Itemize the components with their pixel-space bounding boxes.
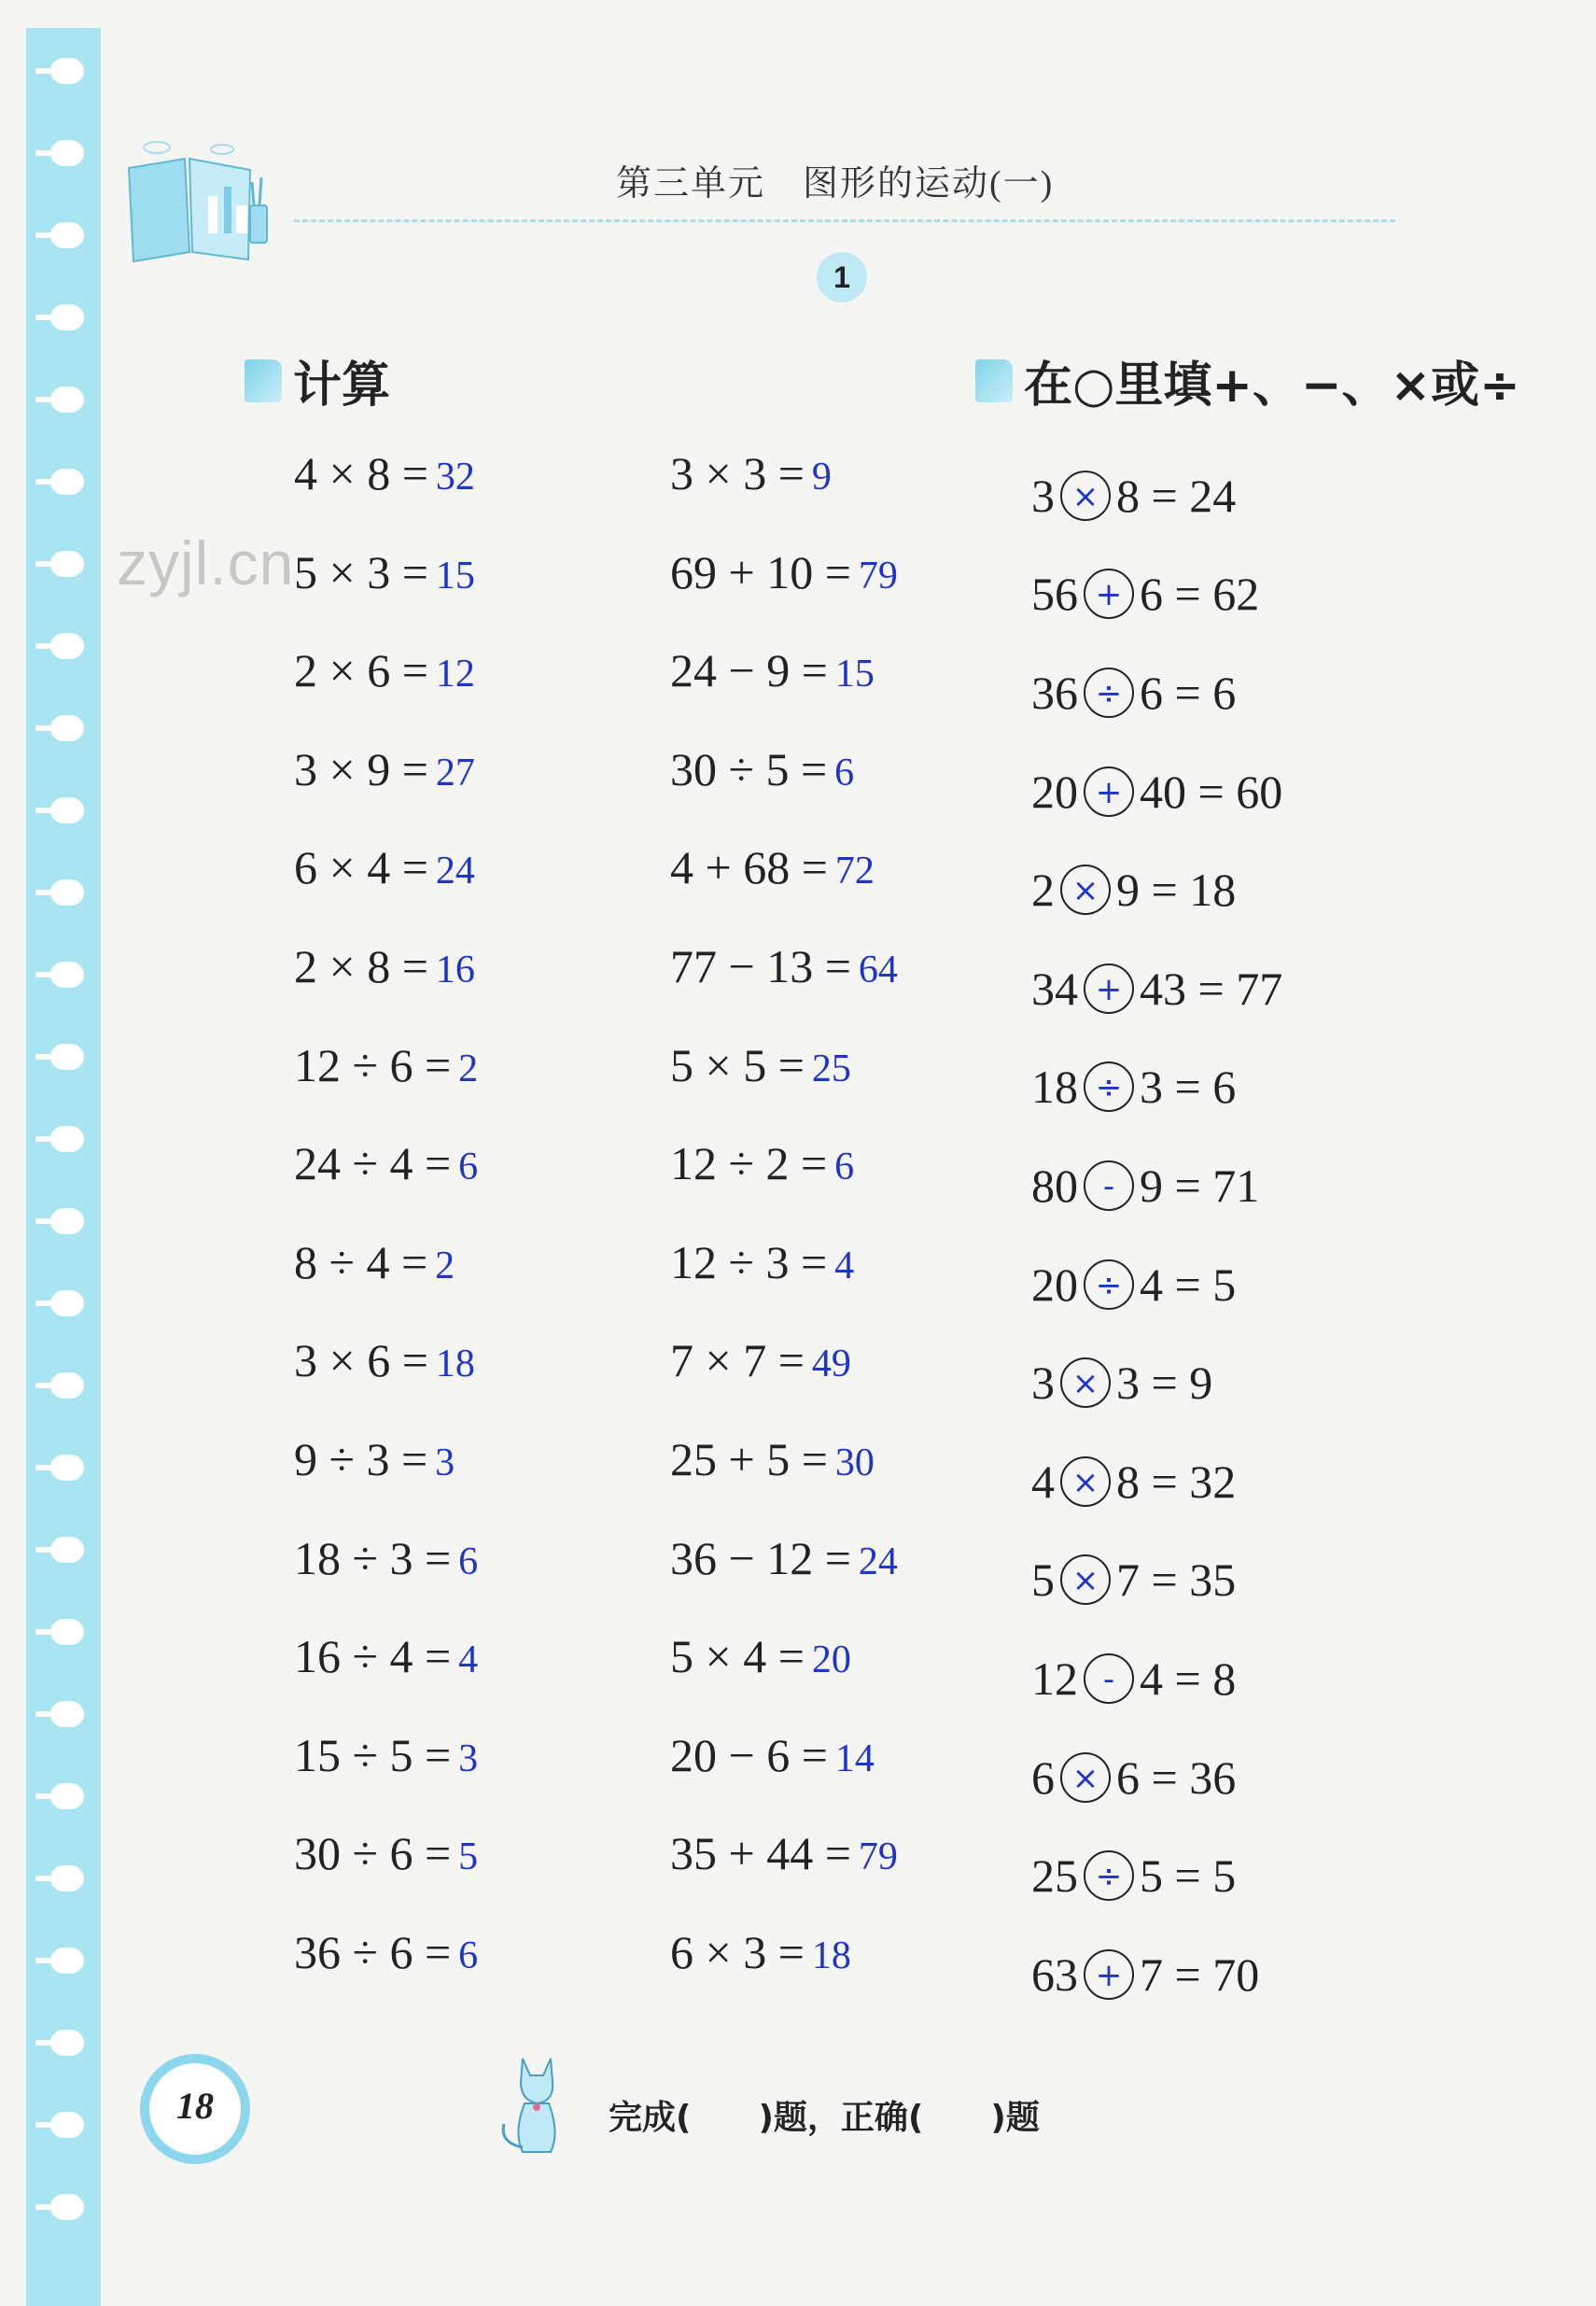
binding-hole [50,1126,84,1152]
equation-question: 35 + 44 = [670,1827,851,1880]
equation-question: 3 × 9 = [294,742,428,795]
equation-answer: 16 [435,948,475,991]
equation-answer: 64 [858,948,898,991]
binding-hole [50,1208,84,1234]
equation-row [294,742,478,841]
open-book-icon [119,140,273,271]
equation-answer: 6 [458,1146,479,1189]
operator-circle: ÷ [1084,1062,1134,1112]
unit-title: 第三单元 图形的运动(一) [616,164,1055,204]
operator-circle: × [1060,1554,1111,1605]
left-operand: 36 [1031,666,1078,719]
equation-row [294,446,478,545]
equation-row [294,643,478,742]
equation-answer: 72 [834,850,875,893]
right-side: 4 = 5 [1140,1258,1237,1311]
right-side: 8 = 32 [1116,1455,1237,1508]
operator-row [1031,1728,1282,1827]
binding-hole [50,387,84,413]
right-side: 7 = 35 [1116,1554,1237,1607]
equation-answer: 6 [458,1540,479,1583]
binding-hole [50,962,84,988]
left-operand: 12 [1031,1652,1078,1705]
binding-hole [50,1947,84,1974]
right-side: 6 = 6 [1140,666,1237,719]
left-operand: 18 [1031,1061,1078,1114]
equation-answer: 4 [458,1638,479,1682]
exercise-number-badge: 1 [817,252,867,302]
left-operand: 20 [1031,1258,1078,1311]
operator-circle: × [1060,865,1111,915]
page-number: 18 [176,2085,214,2127]
operator-row [1031,1925,1282,2024]
binding-hole [50,1372,84,1399]
equation-answer: 15 [435,554,475,598]
equation-answer: 6 [458,1933,479,1977]
equation-answer: 12 [435,653,475,696]
binding-hole [50,2194,84,2220]
calc-column-2 [670,446,898,2024]
equation-answer: 14 [834,1737,875,1780]
operator-row [1031,840,1282,939]
equation-answer: 24 [858,1540,898,1583]
right-side: 7 = 70 [1140,1947,1260,2001]
equation-row [294,1136,478,1235]
binding-hole [50,633,84,659]
equation-row [294,939,478,1038]
equation-question: 12 ÷ 2 = [670,1137,828,1190]
binding-hole [50,879,84,906]
equation-row [670,840,898,939]
equation-answer: 6 [834,1146,855,1189]
operator-row [1031,643,1282,742]
binding-hole [50,222,84,248]
equation-answer: 20 [811,1638,851,1682]
equation-question: 12 ÷ 3 = [670,1235,828,1288]
equation-row [670,939,898,1038]
operator-row [1031,742,1282,841]
binding-hole [50,1865,84,1891]
operator-circle: + [1084,766,1134,817]
equation-row [294,1728,478,1827]
binding-hole [50,140,84,166]
binding-hole [50,304,84,330]
equation-question: 2 × 6 = [294,644,428,697]
binding-hole [50,469,84,495]
right-side: 9 = 71 [1140,1159,1260,1212]
equation-answer: 6 [834,751,855,794]
equation-question: 2 × 8 = [294,939,428,992]
operator-circle: - [1084,1160,1134,1211]
equation-row [294,1629,478,1728]
equation-answer: 18 [811,1933,851,1977]
operator-row [1031,1038,1282,1137]
operator-circle: + [1084,1949,1134,2000]
binding-hole [50,715,84,741]
equation-row [670,545,898,644]
operator-row [1031,1333,1282,1432]
equation-row [670,1432,898,1531]
equation-row [294,1038,478,1137]
binding-hole [50,1537,84,1563]
header-divider [294,219,1395,222]
fill-operator-column [1031,446,1282,2024]
binding-hole [50,2112,84,2138]
operator-row [1031,1235,1282,1334]
left-operand: 3 [1031,1357,1055,1410]
cat-icon [495,2049,579,2161]
binding-hole [50,58,84,84]
equation-question: 4 × 8 = [294,447,428,499]
equation-question: 24 ÷ 4 = [294,1137,452,1190]
binding-hole [50,1783,84,1809]
right-side: 9 = 18 [1116,864,1237,917]
left-operand: 34 [1031,962,1078,1015]
right-side: 6 = 36 [1116,1751,1237,1804]
equation-row [294,1531,478,1630]
binding-hole [50,797,84,823]
section-marker-icon [245,359,282,402]
operator-circle: × [1060,1752,1111,1803]
equation-answer: 5 [458,1835,479,1879]
equation-answer: 3 [458,1737,479,1780]
operator-row [1031,1136,1282,1235]
equation-row [670,1136,898,1235]
equation-answer: 3 [435,1441,455,1484]
left-operand: 4 [1031,1455,1055,1508]
binding-hole [50,1701,84,1727]
equation-row [670,1925,898,2024]
right-side: 4 = 8 [1140,1652,1237,1705]
equation-row [670,1531,898,1630]
equation-question: 5 × 3 = [294,545,428,598]
equation-question: 36 − 12 = [670,1531,851,1584]
equation-question: 18 ÷ 3 = [294,1531,452,1584]
binding-hole [50,551,84,577]
operator-row [1031,446,1282,545]
operator-circle: - [1084,1653,1134,1704]
operator-circle: + [1084,569,1134,619]
operator-row [1031,1432,1282,1531]
section-marker-icon [975,359,1013,402]
equation-answer: 79 [858,554,898,598]
equation-row [294,1432,478,1531]
left-operand: 80 [1031,1159,1078,1212]
equation-question: 15 ÷ 5 = [294,1728,452,1781]
equation-answer: 24 [435,850,475,893]
equation-row [670,446,898,545]
equation-answer: 15 [834,653,875,696]
equation-row [294,1826,478,1925]
equation-question: 30 ÷ 6 = [294,1827,452,1880]
equation-row [670,1038,898,1137]
operator-row [1031,545,1282,644]
binding-hole [50,1290,84,1316]
watermark: zyjl.cn [117,528,295,598]
equation-row [294,1333,478,1432]
left-operand: 3 [1031,469,1055,522]
operator-row [1031,1826,1282,1925]
equation-question: 25 + 5 = [670,1432,828,1485]
binding-hole [50,1044,84,1070]
equation-answer: 4 [834,1244,855,1287]
equation-question: 9 ÷ 3 = [294,1432,428,1485]
binding-hole [50,1455,84,1481]
equation-answer: 25 [811,1047,851,1090]
equation-question: 69 + 10 = [670,545,851,598]
right-side: 6 = 62 [1140,568,1260,621]
section-fill-label: 在○里填+、−、×或÷ [1024,358,1520,414]
equation-question: 24 − 9 = [670,644,828,697]
equation-question: 6 × 3 = [670,1925,805,1978]
left-operand: 6 [1031,1751,1055,1804]
right-side: 40 = 60 [1140,765,1283,818]
left-operand: 5 [1031,1554,1055,1607]
equation-question: 4 + 68 = [670,841,828,894]
equation-answer: 49 [811,1343,851,1386]
equation-answer: 30 [834,1441,875,1484]
equation-row [670,1333,898,1432]
section-fill-heading [975,345,1520,415]
equation-question: 5 × 4 = [670,1630,805,1683]
equation-row [294,1235,478,1334]
equation-row [670,1235,898,1334]
left-operand: 25 [1031,1849,1078,1903]
right-side: 3 = 6 [1140,1061,1237,1114]
equation-row [294,1925,478,2024]
equation-row [670,643,898,742]
left-operand: 2 [1031,864,1055,917]
equation-question: 20 − 6 = [670,1728,828,1781]
operator-circle: × [1060,471,1111,521]
operator-row [1031,939,1282,1038]
operator-circle: + [1084,963,1134,1014]
equation-question: 16 ÷ 4 = [294,1630,452,1683]
left-operand: 63 [1031,1947,1078,2001]
equation-answer: 79 [858,1835,898,1879]
right-side: 3 = 9 [1116,1357,1213,1410]
operator-row [1031,1531,1282,1630]
equation-answer: 27 [435,751,475,794]
equation-row [670,1826,898,1925]
equation-question: 3 × 3 = [670,447,805,499]
left-operand: 20 [1031,765,1078,818]
right-side: 43 = 77 [1140,962,1283,1015]
operator-circle: ÷ [1084,1259,1134,1310]
completion-tally: 完成( )题，正确( )题 [609,2099,1040,2137]
equation-row [670,1728,898,1827]
equation-answer: 9 [811,456,832,499]
equation-question: 8 ÷ 4 = [294,1235,428,1288]
equation-question: 6 × 4 = [294,841,428,894]
equation-row [670,742,898,841]
equation-question: 77 − 13 = [670,939,851,992]
equation-question: 7 × 7 = [670,1334,805,1387]
equation-answer: 2 [435,1244,455,1287]
operator-circle: × [1060,1456,1111,1507]
section-calc-label: 计算 [293,358,391,414]
operator-circle: × [1060,1357,1111,1408]
operator-circle: ÷ [1084,668,1134,718]
equation-question: 30 ÷ 5 = [670,742,828,795]
equation-question: 5 × 5 = [670,1038,805,1091]
equation-row [294,840,478,939]
operator-circle: ÷ [1084,1850,1134,1901]
left-operand: 56 [1031,568,1078,621]
section-calc-heading [245,345,390,415]
equation-row [670,1629,898,1728]
equation-answer: 18 [435,1343,475,1386]
equation-question: 36 ÷ 6 = [294,1925,452,1978]
right-side: 5 = 5 [1140,1849,1237,1903]
equation-answer: 32 [435,456,475,499]
calc-column-1 [294,446,478,2024]
right-side: 8 = 24 [1116,469,1237,522]
equation-question: 12 ÷ 6 = [294,1038,452,1091]
binding-hole [50,2030,84,2056]
equation-question: 3 × 6 = [294,1334,428,1387]
equation-row [294,545,478,644]
operator-row [1031,1629,1282,1728]
equation-answer: 2 [458,1047,479,1090]
binding-hole [50,1619,84,1645]
